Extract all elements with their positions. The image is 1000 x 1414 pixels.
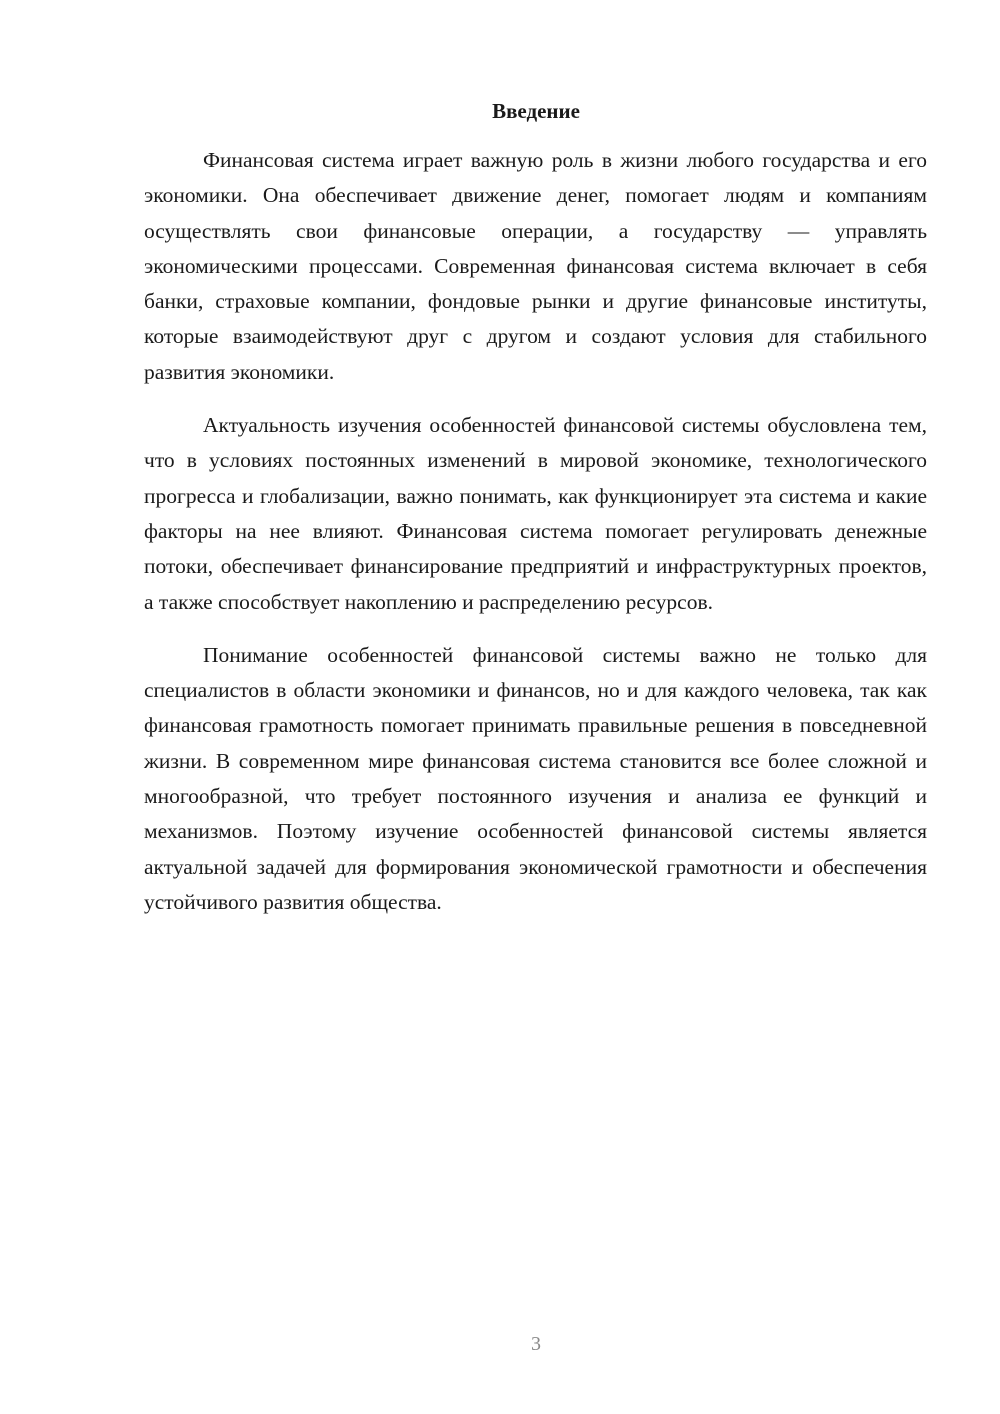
- section-title: Введение: [492, 99, 580, 123]
- paragraph-1: Финансовая система играет важную роль в жизни любого государства и его экономики. Она обеспечивает движение денег, помогает людям и компаниям осуществлять свои финансовые операции, а государству — управлять экономическими процессами. Современная финансовая система включает в себя банки, страховые компании, фондовые рынки и другие финансовые институты, которые взаимодействуют друг с другом и создают условия для стабильного развития экономики.: [144, 148, 927, 384]
- paragraph-3: Понимание особенностей финансовой системы важно не только для специалистов в области экономики и финансов, но и для каждого человека, так как финансовая грамотность помогает принимать правильные решения в повседневной жизни. В современном мире финансовая система становится все более сложной и многообразной, что требует постоянного изучения и анализа ее функций и механизмов. Поэтому изучение особенностей финансовой системы является актуальной задачей для формирования экономической грамотности и обеспечения устойчивого развития общества.: [144, 642, 927, 914]
- body-text: [144, 143, 927, 938]
- page-number: 3: [531, 1333, 541, 1355]
- paragraph-2: Актуальность изучения особенностей финансовой системы обусловлена тем, что в условиях постоянных изменений в мировой экономике, технологического прогресса и глобализации, важно понимать, как функционирует эта система и какие факторы на нее влияют. Финансовая система помогает регулировать денежные потоки, обеспечивает финансирование предприятий и инфраструктурных проектов, а также способствует накоплению и распределению ресурсов.: [144, 413, 927, 614]
